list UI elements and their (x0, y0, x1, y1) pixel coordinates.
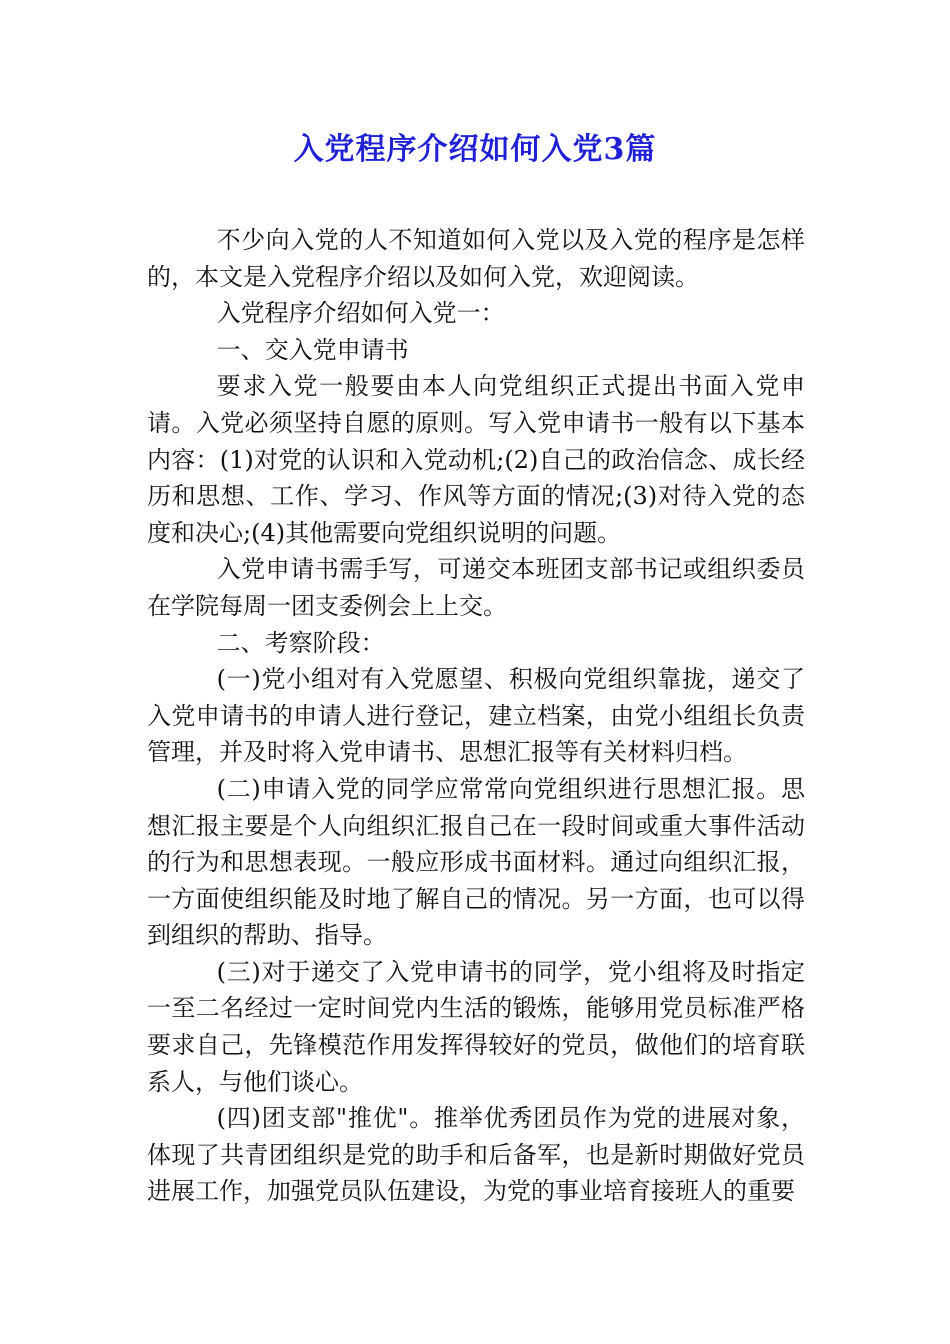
paragraph: (四)团支部"推优"。推举优秀团员作为党的进展对象，体现了共青团组织是党的助手和后备军，也是新时期做好党员进展工作，加强党员队伍建设，为党的事业培育接班人的重要 (147, 1104, 805, 1206)
paragraph: (一)党小组对有入党愿望、积极向党组织靠拢，递交了入党申请书的申请人进行登记，建立档案，由党小组组长负责管理，并及时将入党申请书、思想汇报等有关材料归档。 (147, 665, 805, 767)
paragraph: (三)对于递交了入党申请书的同学，党小组将及时指定一至二名经过一定时间党内生活的锻炼，能够用党员标准严格要求自己，先锋模范作用发挥得较好的党员，做他们的培育联系人，与他们谈心。 (147, 957, 805, 1096)
document-title: 入党程序介绍如何入党3篇 (293, 132, 657, 167)
paragraph: 入党申请书需手写，可递交本班团支部书记或组织委员在学院每周一团支委例会上上交。 (147, 555, 805, 620)
document-body (147, 222, 805, 1210)
paragraph: 一、交入党申请书 (216, 335, 409, 364)
paragraph: (二)申请入党的同学应常常向党组织进行思想汇报。思想汇报主要是个人向组织汇报自己在一段时间或重大事件活动的行为和思想表现。一般应形成书面材料。通过向组织汇报，一方面使组织能及时地了解自己的情况。另一方面，也可以得到组织的帮助、指导。 (147, 774, 805, 950)
paragraph: 不少向入党的人不知道如何入党以及入党的程序是怎样的，本文是入党程序介绍以及如何入党，欢迎阅读。 (147, 226, 805, 291)
paragraph: 要求入党一般要由本人向党组织正式提出书面入党申请。入党必须坚持自愿的原则。写入党申请书一般有以下基本内容：(1)对党的认识和入党动机;(2)自己的政治信念、成长经历和思想、工作、学习、作风等方面的情况;(3)对待入党的态度和决心;(4)其他需要向党组织说明的问题。 (147, 372, 805, 547)
paragraph: 入党程序介绍如何入党一： (216, 299, 505, 328)
paragraph: 二、考察阶段： (216, 628, 385, 657)
